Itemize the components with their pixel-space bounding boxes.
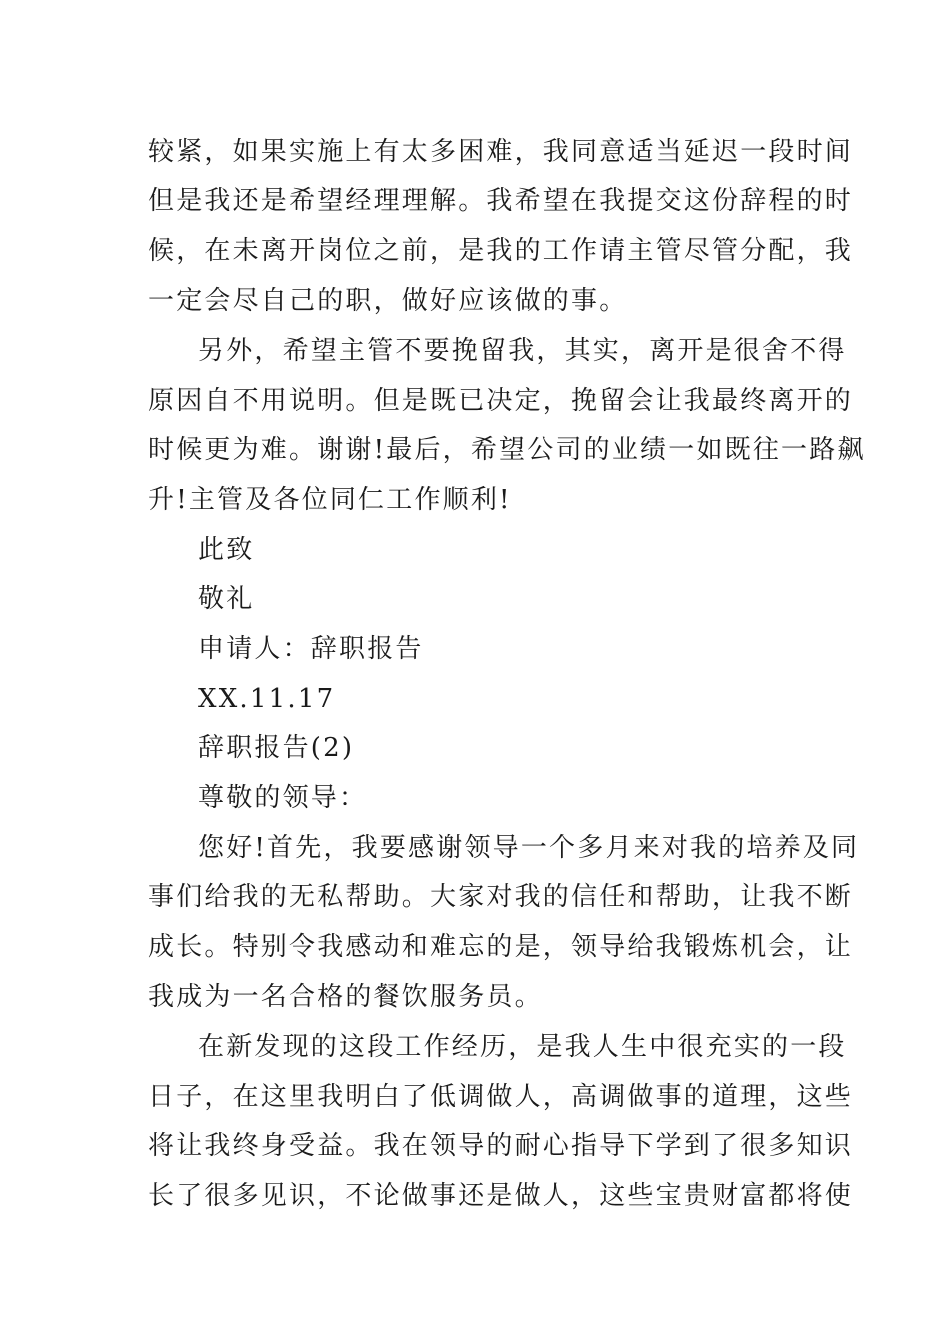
section-title: 辞职报告(2) <box>198 733 355 763</box>
paragraph-start-line: 在新发现的这段工作经历，是我人生中很充实的一段 <box>198 1032 847 1062</box>
body-line-22: 长了很多见识，不论做事还是做人，这些宝贵财富都将使 <box>148 1181 854 1211</box>
body-line-18: 我成为一名合格的餐饮服务员。 <box>148 982 543 1012</box>
applicant-line: 申请人：辞职报告 <box>198 634 424 664</box>
date-line: XX.11.17 <box>198 684 336 714</box>
body-line-3: 候，在未离开岗位之前，是我的工作请主管尽管分配，我 <box>148 236 854 266</box>
greeting-line: 尊敬的领导： <box>198 783 368 813</box>
paragraph-start-line: 另外，希望主管不要挽留我，其实，离开是很舍不得 <box>198 336 847 366</box>
body-line-6: 原因自不用说明。但是既已决定，挽留会让我最终离开的 <box>148 386 854 416</box>
body-line-4: 一定会尽自己的职，做好应该做的事。 <box>148 286 628 316</box>
paragraph-start-line: 您好!首先，我要感谢领导一个多月来对我的培养及同 <box>198 833 860 863</box>
body-line-7: 时候更为难。谢谢!最后，希望公司的业绩一如既往一路飙 <box>148 435 866 465</box>
body-line-21: 将让我终身受益。我在领导的耐心指导下学到了很多知识 <box>148 1131 854 1161</box>
closing-regards: 敬礼 <box>198 584 255 614</box>
body-line-1: 较紧，如果实施上有太多困难，我同意适当延迟一段时间 <box>148 137 854 167</box>
body-line-20: 日子，在这里我明白了低调做人，高调做事的道理，这些 <box>148 1082 854 1112</box>
body-line-8: 升!主管及各位同仁工作顺利! <box>148 485 512 515</box>
closing-salutation: 此致 <box>198 535 255 565</box>
body-line-17: 成长。特别令我感动和难忘的是，领导给我锻炼机会，让 <box>148 932 854 962</box>
body-line-2: 但是我还是希望经理理解。我希望在我提交这份辞程的时 <box>148 186 854 216</box>
body-line-16: 事们给我的无私帮助。大家对我的信任和帮助，让我不断 <box>148 882 854 912</box>
